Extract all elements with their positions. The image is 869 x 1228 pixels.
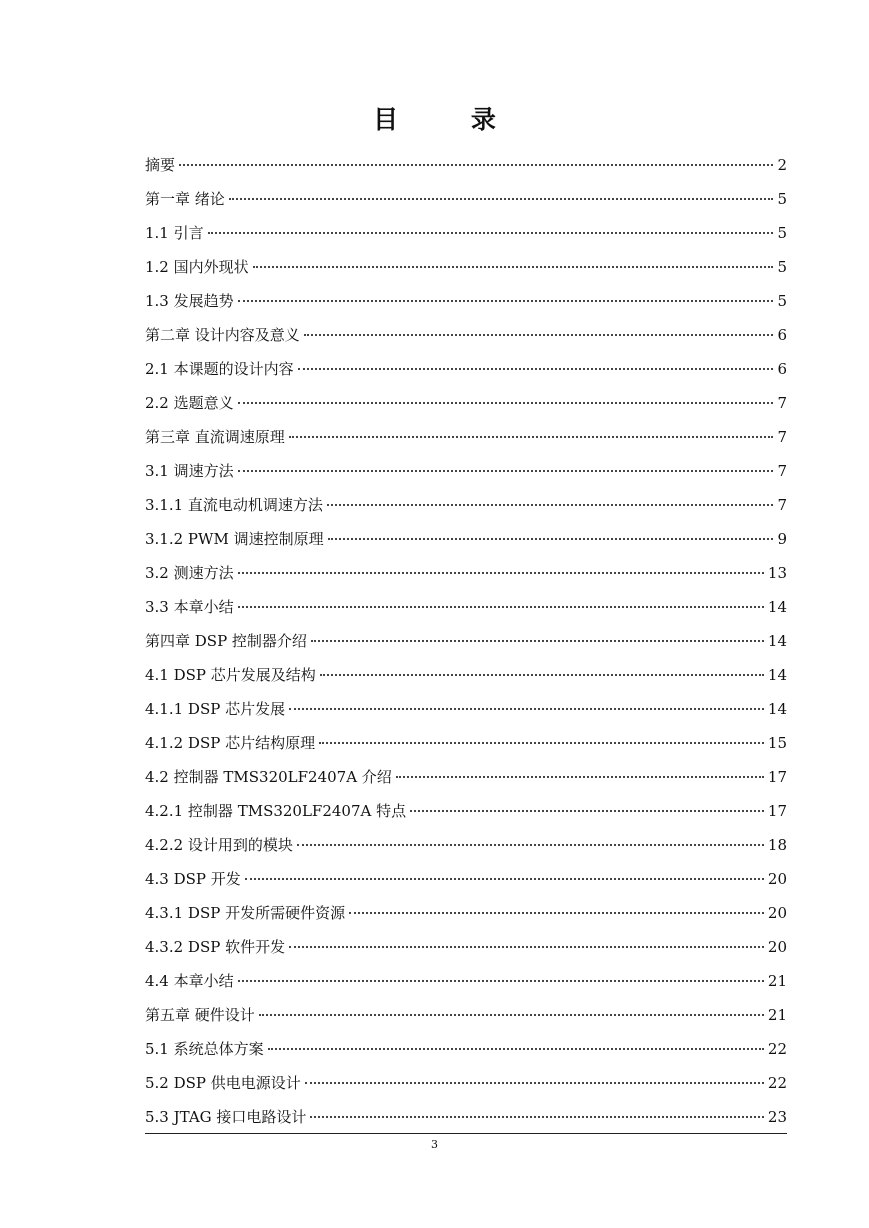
toc-entry-label: 2.2 选题意义: [145, 394, 234, 412]
toc-entry-page: 7: [777, 462, 787, 480]
dot-leader: [229, 197, 774, 200]
toc-entry-page: 17: [767, 802, 787, 820]
dot-leader: [238, 469, 774, 472]
toc-entry[interactable]: [145, 964, 787, 998]
toc-entry-page: 14: [767, 700, 787, 718]
toc-entry-page: 6: [777, 360, 787, 378]
toc-entry-label: 5.3 JTAG 接口电路设计: [145, 1108, 307, 1126]
toc-entry-page: 9: [777, 530, 787, 548]
dot-leader: [289, 945, 764, 948]
dot-leader: [396, 775, 764, 778]
dot-leader: [238, 979, 764, 982]
toc-entry-label: 5.2 DSP 供电电源设计: [145, 1074, 301, 1092]
toc-entry-label: 3.2 测速方法: [145, 564, 234, 582]
dot-leader: [328, 537, 774, 540]
toc-entry-page: 14: [767, 598, 787, 616]
toc-entry-page: 22: [767, 1040, 787, 1058]
toc-entry-page: 5: [777, 224, 787, 242]
toc-entry[interactable]: [145, 216, 787, 250]
toc-entry-label: 第四章 DSP 控制器介绍: [145, 632, 307, 650]
toc-entry-label: 4.2.1 控制器 TMS320LF2407A 特点: [145, 802, 407, 820]
toc-entry-label: 摘要: [145, 156, 176, 174]
toc-entry-page: 17: [767, 768, 787, 786]
toc-entry-page: 5: [777, 190, 787, 208]
toc-entry[interactable]: [145, 182, 787, 216]
toc-entry[interactable]: [145, 828, 787, 862]
toc-entry-page: 14: [767, 666, 787, 684]
dot-leader: [304, 333, 774, 336]
toc-entry[interactable]: [145, 386, 787, 420]
toc-entry[interactable]: [145, 658, 787, 692]
toc-entry[interactable]: [145, 148, 787, 182]
toc-entry-page: 2: [777, 156, 787, 174]
dot-leader: [238, 605, 764, 608]
toc-entry[interactable]: [145, 352, 787, 386]
toc-entry[interactable]: [145, 318, 787, 352]
dot-leader: [349, 911, 764, 914]
toc-entry-page: 6: [777, 326, 787, 344]
page-number: 3: [431, 1138, 438, 1151]
dot-leader: [238, 299, 774, 302]
toc-entry-label: 3.1.1 直流电动机调速方法: [145, 496, 323, 514]
toc-entry[interactable]: [145, 862, 787, 896]
dot-leader: [319, 741, 764, 744]
toc-entry-label: 4.1 DSP 芯片发展及结构: [145, 666, 316, 684]
toc-entry[interactable]: [145, 1100, 787, 1134]
toc-entry-page: 7: [777, 496, 787, 514]
toc-entry[interactable]: [145, 250, 787, 284]
toc-entry-label: 4.3 DSP 开发: [145, 870, 241, 888]
toc-entry-page: 20: [767, 938, 787, 956]
toc-entry-label: 1.2 国内外现状: [145, 258, 249, 276]
toc-entry-page: 7: [777, 394, 787, 412]
toc-entry-page: 22: [767, 1074, 787, 1092]
toc-entry[interactable]: [145, 454, 787, 488]
dot-leader: [297, 843, 764, 846]
toc-entry-label: 5.1 系统总体方案: [145, 1040, 264, 1058]
toc-entry-page: 14: [767, 632, 787, 650]
page-title: 目 录: [373, 105, 528, 134]
dot-leader: [238, 401, 774, 404]
dot-leader: [410, 809, 764, 812]
dot-leader: [310, 1115, 764, 1118]
toc-entry-page: 18: [767, 836, 787, 854]
toc-entry-label: 1.1 引言: [145, 224, 204, 242]
toc-entry-label: 第三章 直流调速原理: [145, 428, 285, 446]
dot-leader: [298, 367, 774, 370]
dot-leader: [320, 673, 764, 676]
toc-entry-page: 23: [767, 1108, 787, 1126]
toc-entry-label: 4.2 控制器 TMS320LF2407A 介绍: [145, 768, 392, 786]
toc-entry[interactable]: [145, 420, 787, 454]
dot-leader: [179, 163, 773, 166]
table-of-contents: [145, 148, 787, 1134]
toc-entry-label: 第二章 设计内容及意义: [145, 326, 300, 344]
toc-entry[interactable]: [145, 522, 787, 556]
toc-entry-label: 3.1 调速方法: [145, 462, 234, 480]
toc-entry-label: 4.3.2 DSP 软件开发: [145, 938, 286, 956]
toc-entry-label: 1.3 发展趋势: [145, 292, 234, 310]
toc-entry[interactable]: [145, 590, 787, 624]
footer-rule: [145, 1133, 787, 1134]
toc-entry-page: 5: [777, 258, 787, 276]
dot-leader: [305, 1081, 764, 1084]
dot-leader: [289, 707, 764, 710]
toc-entry-page: 20: [767, 904, 787, 922]
toc-entry[interactable]: [145, 1032, 787, 1066]
toc-entry-page: 21: [767, 1006, 787, 1024]
toc-entry[interactable]: [145, 760, 787, 794]
dot-leader: [208, 231, 774, 234]
toc-entry[interactable]: [145, 1066, 787, 1100]
dot-leader: [238, 571, 764, 574]
toc-entry-label: 第一章 绪论: [145, 190, 225, 208]
toc-entry-page: 5: [777, 292, 787, 310]
toc-entry[interactable]: [145, 896, 787, 930]
dot-leader: [289, 435, 774, 438]
dot-leader: [259, 1013, 764, 1016]
toc-entry-page: 21: [767, 972, 787, 990]
toc-entry-label: 4.4 本章小结: [145, 972, 234, 990]
toc-entry-label: 第五章 硬件设计: [145, 1006, 255, 1024]
toc-entry[interactable]: [145, 624, 787, 658]
toc-entry-label: 3.3 本章小结: [145, 598, 234, 616]
toc-entry-label: 4.2.2 设计用到的模块: [145, 836, 293, 854]
dot-leader: [245, 877, 764, 880]
toc-entry[interactable]: [145, 692, 787, 726]
toc-entry-label: 4.1.1 DSP 芯片发展: [145, 700, 286, 718]
toc-entry[interactable]: [145, 794, 787, 828]
dot-leader: [268, 1047, 764, 1050]
dot-leader: [253, 265, 774, 268]
toc-entry-page: 7: [777, 428, 787, 446]
toc-entry-label: 4.1.2 DSP 芯片结构原理: [145, 734, 316, 752]
toc-entry-label: 2.1 本课题的设计内容: [145, 360, 294, 378]
toc-entry-page: 20: [767, 870, 787, 888]
dot-leader: [311, 639, 764, 642]
dot-leader: [327, 503, 774, 506]
toc-entry[interactable]: [145, 556, 787, 590]
toc-entry[interactable]: [145, 726, 787, 760]
toc-entry-page: 15: [767, 734, 787, 752]
toc-entry[interactable]: [145, 284, 787, 318]
toc-entry-page: 13: [767, 564, 787, 582]
toc-entry-label: 3.1.2 PWM 调速控制原理: [145, 530, 324, 548]
toc-entry[interactable]: [145, 488, 787, 522]
toc-entry[interactable]: [145, 930, 787, 964]
toc-entry-label: 4.3.1 DSP 开发所需硬件资源: [145, 904, 346, 922]
toc-entry[interactable]: [145, 998, 787, 1032]
